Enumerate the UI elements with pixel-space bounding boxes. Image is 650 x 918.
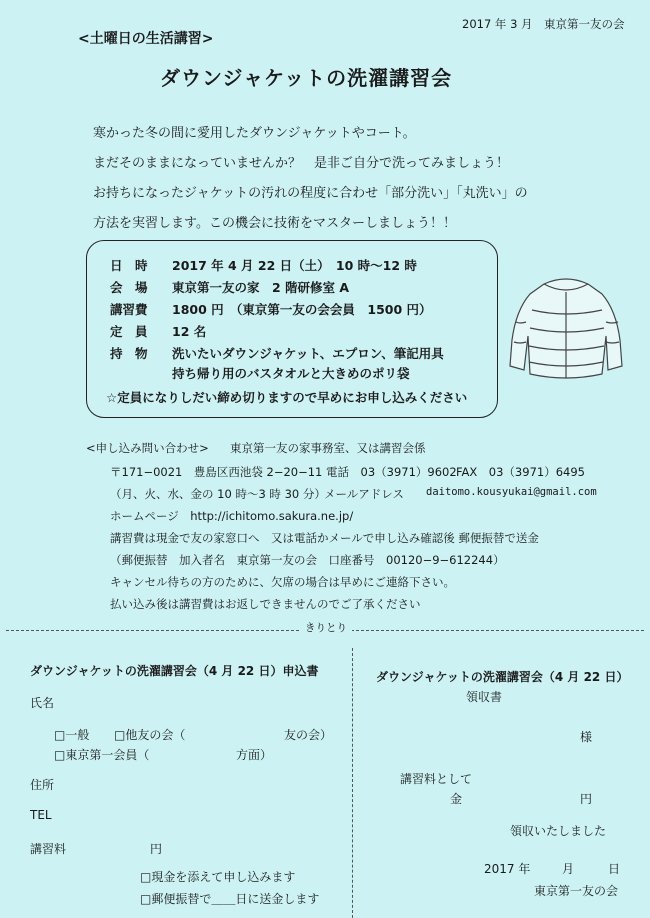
detail-items-value-1: 洗いたいダウンジャケット、エプロン、筆記用具 [172, 346, 444, 361]
detail-items-label: 持 物 [110, 346, 148, 361]
detail-fee [110, 300, 432, 318]
receipt-month: 月 [562, 862, 575, 876]
application-tel-label: TEL [30, 808, 52, 822]
form-divider [352, 648, 353, 918]
issue-date-organization: 2017 年 3 月 東京第一友の会 [462, 17, 625, 31]
payment-cash-checkbox[interactable]: □現金を添えて申し込みます [140, 870, 296, 884]
receipt-received: 領収いたしました [510, 824, 607, 838]
cancel-note: キャンセル待ちの方のために、欠席の場合は早めにご連絡下さい。 [110, 575, 455, 589]
option-other-club-end: 友の会） [284, 728, 333, 742]
option-member-end: 方面） [236, 748, 273, 762]
detail-date-label: 日 時 [110, 258, 148, 273]
detail-fee-label: 講習費 [110, 302, 148, 317]
detail-fee-value: 1800 円 （東京第一友の会会員 1500 円） [172, 302, 432, 317]
refund-note: 払い込み後は講習費はお返しできませんのでご了承ください [110, 597, 421, 611]
receipt-sama: 様 [580, 730, 593, 744]
receipt-subtitle: 領収書 [466, 690, 503, 704]
series-title: <土曜日の生活講習> [78, 31, 214, 47]
receipt-kin: 金 [450, 792, 463, 806]
contact-office: 東京第一友の家事務室、又は講習会係 [230, 441, 426, 455]
detail-venue-value: 東京第一友の家 2 階研修室 A [172, 280, 350, 295]
contact-heading: <申し込み問い合わせ> [86, 441, 209, 455]
intro-line-4: 方法を実習します。この機会に技術をマスターしましょう！！ [93, 216, 456, 231]
cut-line-label: きりとり [300, 620, 352, 635]
receipt-yen: 円 [580, 792, 593, 806]
detail-items-value-2: 持ち帰り用のバスタオルと大きめのポリ袋 [172, 366, 410, 381]
payment-postal-checkbox[interactable]: □郵便振替で＿＿日に送金します [140, 892, 320, 906]
option-member-checkbox[interactable]: □東京第一会員（ [54, 748, 150, 762]
down-jacket-illustration [506, 270, 626, 385]
detail-items [110, 344, 444, 362]
contact-mail-label: メールアドレス [324, 487, 404, 501]
contact-hours: （月、火、水、金の 10 時〜3 時 30 分） [110, 487, 326, 501]
application-fee-label: 講習料 [30, 842, 67, 856]
option-general-checkbox[interactable]: □一般 [54, 728, 90, 742]
contact-email-link[interactable]: daitomo.kousyukai@gmail.com [426, 486, 597, 498]
capacity-note: ☆定員になりしだい締め切りますので早めにお申し込みください [106, 390, 468, 405]
receipt-day: 日 [608, 862, 621, 876]
receipt-as-fee: 講習料として [400, 772, 473, 786]
option-other-club-checkbox[interactable]: □他友の会（ [114, 728, 186, 742]
intro-line-3: お持ちになったジャケットの汚れの程度に合わせ「部分洗い」「丸洗い」の [93, 186, 528, 201]
detail-venue [110, 278, 349, 296]
application-name-label: 氏名 [30, 696, 55, 710]
detail-date-value: 2017 年 4 月 22 日（土） 10 時〜12 時 [172, 258, 417, 273]
contact-homepage-link[interactable]: ホームページ http://ichitomo.sakura.ne.jp/ [110, 509, 354, 523]
receipt-organization: 東京第一友の会 [534, 884, 619, 898]
page-title: ダウンジャケットの洗濯講習会 [160, 66, 453, 90]
contact-address: 〒171−0021 豊島区西池袋 2−20−11 [110, 465, 323, 479]
contact-tel: 電話 03（3971）9602 [326, 465, 457, 479]
application-address-label: 住所 [30, 778, 55, 792]
application-title: ダウンジャケットの洗濯講習会（4 月 22 日）申込書 [30, 664, 319, 678]
application-fee-yen: 円 [150, 842, 163, 856]
payment-note-2: （郵便振替 加入者名 東京第一友の会 口座番号 00120−9−612244） [110, 553, 505, 567]
payment-note-1: 講習費は現金で友の家窓口へ 又は電話かメールで申し込み確認後 郵便振替で送金 [110, 531, 539, 545]
detail-capacity [110, 322, 206, 340]
detail-venue-label: 会 場 [110, 280, 148, 295]
detail-date [110, 256, 417, 274]
intro-line-1: 寒かった冬の間に愛用したダウンジャケットやコート。 [93, 126, 416, 141]
contact-fax: FAX 03（3971）6495 [456, 465, 585, 479]
detail-capacity-value: 12 名 [172, 324, 207, 339]
receipt-year: 2017 年 [484, 862, 531, 876]
intro-line-2: まだそのままになっていませんか？ 是非ご自分で洗ってみましょう！ [93, 156, 510, 171]
receipt-title: ダウンジャケットの洗濯講習会（4 月 22 日） [376, 670, 629, 684]
detail-capacity-label: 定 員 [110, 324, 148, 339]
